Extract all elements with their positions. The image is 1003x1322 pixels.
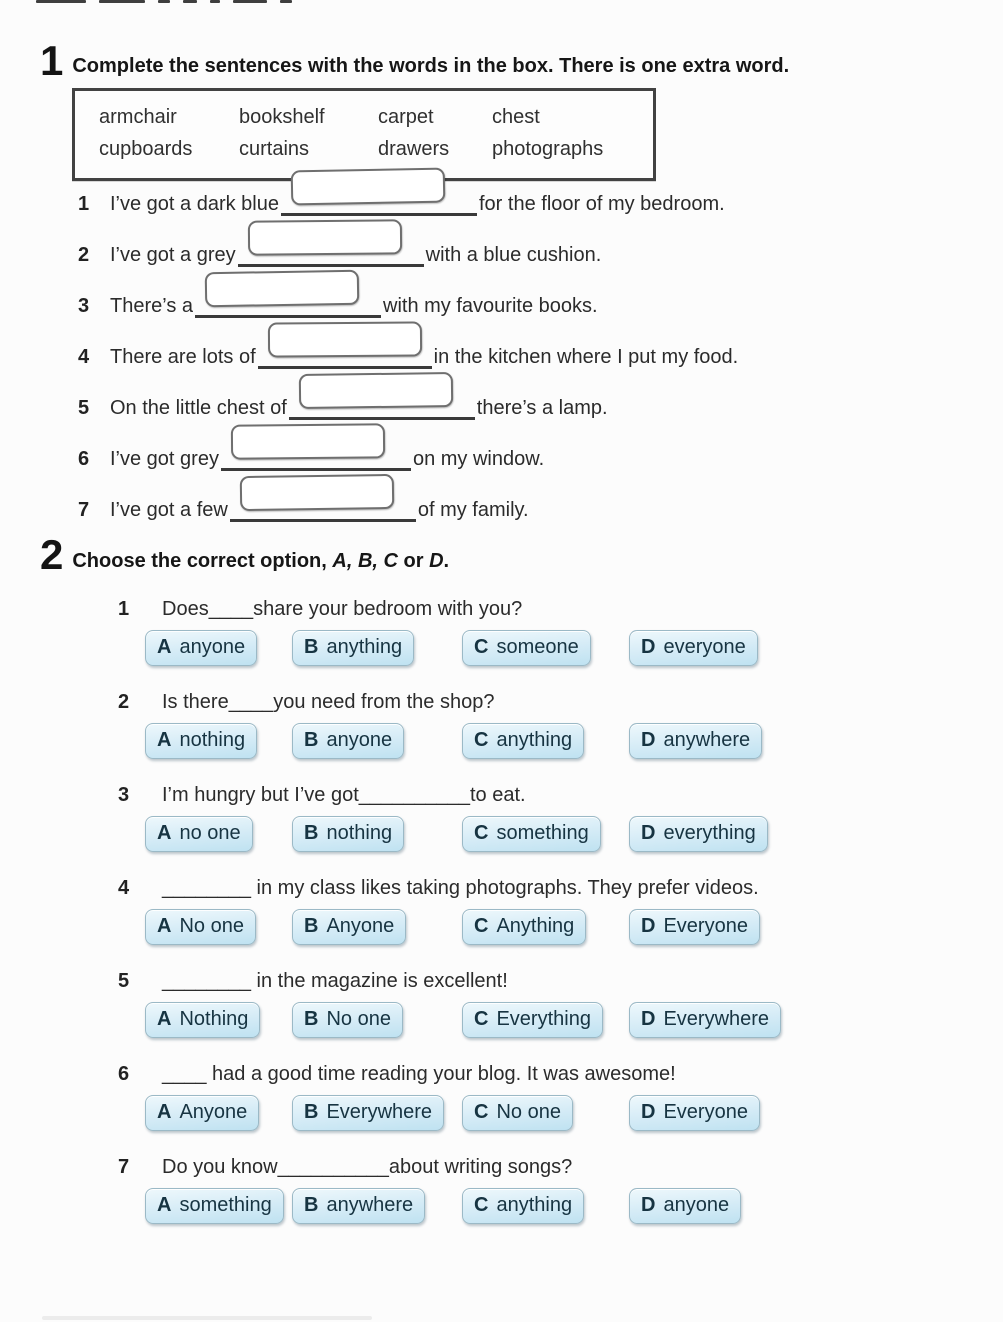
option-letter: B xyxy=(304,821,319,844)
sentence-number: 2 xyxy=(78,244,90,267)
exercise2-section xyxy=(0,531,1003,1223)
option-button[interactable] xyxy=(462,1002,603,1038)
exercise2-header xyxy=(40,531,1003,579)
option-button[interactable] xyxy=(145,723,257,759)
option-button[interactable] xyxy=(292,723,404,759)
sentence-post: on my window. xyxy=(412,448,545,471)
option-word: no one xyxy=(179,821,241,844)
sentence-number: 1 xyxy=(78,193,90,216)
artifact-bar xyxy=(99,0,145,3)
option-word: anyone xyxy=(179,635,246,658)
sentence-row xyxy=(40,267,1003,318)
word-box-word: cupboards xyxy=(99,138,193,161)
option-button[interactable] xyxy=(629,723,762,759)
artifact-bar xyxy=(210,0,220,3)
question-block xyxy=(40,876,1003,945)
option-letter: B xyxy=(304,728,319,751)
option-button[interactable] xyxy=(292,909,406,945)
sentence-post: there’s a lamp. xyxy=(476,397,608,420)
word-box-grid xyxy=(99,106,653,161)
question-number: 2 xyxy=(118,690,130,713)
sentence-number: 3 xyxy=(78,295,90,318)
sentence-number: 5 xyxy=(78,397,90,420)
exercise2-title-end: . xyxy=(443,549,450,572)
question-text: ____ had a good time reading your blog. It was awesome! xyxy=(162,1062,676,1085)
option-letter: D xyxy=(641,1100,656,1123)
option-letter: B xyxy=(304,1100,319,1123)
option-button[interactable] xyxy=(145,1002,260,1038)
option-word: everything xyxy=(663,821,756,844)
sentence-pre: I’ve got a dark blue xyxy=(110,193,279,216)
option-word: No one xyxy=(496,1100,561,1123)
exercise2-questions xyxy=(40,597,1003,1224)
word-box-word: drawers xyxy=(378,138,450,161)
question-text: I’m hungry but I’ve got__________to eat. xyxy=(162,783,526,806)
option-button[interactable] xyxy=(462,1188,584,1224)
question-block xyxy=(40,783,1003,852)
option-letter: C xyxy=(474,728,489,751)
sentence-row xyxy=(40,216,1003,267)
question-text: Do you know__________about writing songs? xyxy=(162,1155,573,1178)
option-letter: A xyxy=(157,728,172,751)
artifact-bar xyxy=(158,0,170,3)
option-word: Anyone xyxy=(179,1100,248,1123)
question-line xyxy=(40,690,1003,714)
sentence-pre: On the little chest of xyxy=(110,397,287,420)
option-button[interactable] xyxy=(145,1095,259,1131)
option-button[interactable] xyxy=(629,1095,760,1131)
option-button[interactable] xyxy=(292,816,404,852)
answer-box[interactable] xyxy=(231,424,385,460)
answer-box[interactable] xyxy=(240,474,394,511)
option-letter: B xyxy=(304,1007,319,1030)
option-button[interactable] xyxy=(145,909,256,945)
artifact-bar xyxy=(36,0,86,3)
question-line xyxy=(40,783,1003,807)
option-word: Everyone xyxy=(663,1100,748,1123)
option-word: No one xyxy=(326,1007,391,1030)
question-block xyxy=(40,597,1003,666)
option-letter: C xyxy=(474,1100,489,1123)
question-number: 7 xyxy=(118,1155,130,1178)
option-word: anywhere xyxy=(326,1193,414,1216)
question-text: ________ in the magazine is excellent! xyxy=(162,969,508,992)
option-word: nothing xyxy=(326,821,393,844)
option-button[interactable] xyxy=(145,630,257,666)
answer-box[interactable] xyxy=(247,220,401,256)
option-button[interactable] xyxy=(292,1095,444,1131)
option-letter: A xyxy=(157,1100,172,1123)
exercise1-title: Complete the sentences with the words in the box. There is one extra word. xyxy=(72,55,790,78)
question-block xyxy=(40,1062,1003,1131)
sentence-post: for the floor of my bedroom. xyxy=(479,193,725,216)
option-word: anyone xyxy=(326,728,393,751)
answer-box[interactable] xyxy=(205,270,360,307)
answer-blank xyxy=(230,493,416,522)
option-letter: B xyxy=(304,635,319,658)
option-letter: C xyxy=(474,635,489,658)
exercise2-title-mid: or xyxy=(397,549,430,572)
sentence-row xyxy=(40,318,1003,369)
options-row xyxy=(145,1095,1003,1131)
word-box-word: photographs xyxy=(492,138,604,161)
option-word: nothing xyxy=(179,728,246,751)
artifact-bar xyxy=(233,0,267,3)
option-button[interactable] xyxy=(462,723,584,759)
sentence-pre: There are lots of xyxy=(110,346,256,369)
question-line xyxy=(40,1062,1003,1086)
option-letter: A xyxy=(157,914,172,937)
exercise1-number: 1 xyxy=(40,37,63,84)
sentence-row xyxy=(40,369,1003,420)
option-word: something xyxy=(179,1193,272,1216)
question-number: 1 xyxy=(118,597,130,620)
answer-blank xyxy=(221,442,411,471)
option-button[interactable] xyxy=(629,1188,741,1224)
options-row xyxy=(145,1002,1003,1038)
answer-box[interactable] xyxy=(299,372,453,409)
sentence-number: 4 xyxy=(78,346,90,369)
option-button[interactable] xyxy=(629,1002,781,1038)
question-number: 6 xyxy=(118,1062,130,1085)
question-number: 3 xyxy=(118,783,130,806)
option-button[interactable] xyxy=(462,909,586,945)
scan-artifact-top xyxy=(36,0,292,4)
options-row xyxy=(145,816,1003,852)
word-box-word: chest xyxy=(492,106,540,129)
exercise2-title-prefix: Choose the correct option, xyxy=(72,549,333,572)
option-word: something xyxy=(496,821,589,844)
option-word: Everywhere xyxy=(663,1007,770,1030)
answer-blank xyxy=(195,289,381,318)
option-letter: D xyxy=(641,1193,656,1216)
answer-blank xyxy=(258,340,432,369)
option-button[interactable] xyxy=(462,816,601,852)
word-box-word: armchair xyxy=(99,106,177,129)
question-line xyxy=(40,597,1003,621)
option-word: everyone xyxy=(663,635,746,658)
option-word: Everywhere xyxy=(326,1100,433,1123)
option-letter: C xyxy=(474,914,489,937)
question-block xyxy=(40,690,1003,759)
sentence-pre: There’s a xyxy=(110,295,194,318)
option-button[interactable] xyxy=(292,630,414,666)
sentence-post: with a blue cushion. xyxy=(425,244,602,267)
option-letter: D xyxy=(641,1007,656,1030)
answer-blank xyxy=(281,187,477,216)
option-word: anyone xyxy=(663,1193,730,1216)
option-word: No one xyxy=(179,914,244,937)
question-line xyxy=(40,876,1003,900)
option-word: anywhere xyxy=(663,728,751,751)
options-row xyxy=(145,909,1003,945)
exercise2-number: 2 xyxy=(40,531,63,579)
option-word: anything xyxy=(326,635,403,658)
artifact-bar xyxy=(280,0,292,3)
sentence-post: with my favourite books. xyxy=(383,295,598,318)
answer-blank xyxy=(289,391,475,420)
option-word: anything xyxy=(496,728,573,751)
option-letter: A xyxy=(157,821,172,844)
option-letter: A xyxy=(157,1007,172,1030)
option-letter: A xyxy=(157,635,172,658)
option-letter: B xyxy=(304,914,319,937)
sentence-row xyxy=(40,165,1003,216)
option-button[interactable] xyxy=(629,630,758,666)
question-text: Is there____you need from the shop? xyxy=(162,690,495,713)
exercise2-title xyxy=(72,550,449,573)
option-button[interactable] xyxy=(145,816,253,852)
word-box-word: carpet xyxy=(378,106,434,129)
option-word: anything xyxy=(496,1193,573,1216)
artifact-bar xyxy=(183,0,197,3)
option-letter: B xyxy=(304,1193,319,1216)
option-button[interactable] xyxy=(145,1188,284,1224)
question-text: ________ in my class likes taking photographs. They prefer videos. xyxy=(162,876,759,899)
word-box-word: curtains xyxy=(239,138,310,161)
sentence-number: 6 xyxy=(78,448,90,471)
sentence-pre: I’ve got grey xyxy=(110,448,219,471)
answer-blank xyxy=(238,238,424,267)
option-letter: D xyxy=(641,821,656,844)
question-text: Does____share your bedroom with you? xyxy=(162,597,523,620)
options-row xyxy=(145,1188,1003,1224)
sentence-pre: I’ve got a grey xyxy=(110,244,236,267)
word-box-word: bookshelf xyxy=(239,106,325,129)
option-letter: A xyxy=(157,1193,172,1216)
exercise1-header xyxy=(40,37,1003,84)
sentence-row xyxy=(40,420,1003,471)
question-number: 5 xyxy=(118,969,130,992)
question-block xyxy=(40,969,1003,1038)
option-letter: D xyxy=(641,914,656,937)
option-word: Anyone xyxy=(326,914,395,937)
exercise1-sentences xyxy=(40,165,1003,522)
option-button[interactable] xyxy=(629,816,768,852)
option-letter: D xyxy=(641,635,656,658)
sentence-row xyxy=(40,471,1003,522)
question-line xyxy=(40,969,1003,993)
answer-box[interactable] xyxy=(268,322,422,358)
answer-box[interactable] xyxy=(291,168,446,206)
option-word: Everyone xyxy=(663,914,748,937)
option-word: Anything xyxy=(496,914,575,937)
options-row xyxy=(145,723,1003,759)
option-word: Nothing xyxy=(179,1007,249,1030)
question-number: 4 xyxy=(118,876,130,899)
exercise2-title-italic: A, B, C xyxy=(332,549,398,572)
option-letter: C xyxy=(474,821,489,844)
option-word: someone xyxy=(496,635,579,658)
option-letter: C xyxy=(474,1007,489,1030)
question-line xyxy=(40,1155,1003,1179)
exercise1-section xyxy=(0,37,1003,522)
option-letter: D xyxy=(641,728,656,751)
sentence-number: 7 xyxy=(78,499,90,522)
sentence-post: in the kitchen where I put my food. xyxy=(433,346,739,369)
option-button[interactable] xyxy=(629,909,760,945)
option-button[interactable] xyxy=(462,630,591,666)
option-word: Everything xyxy=(496,1007,591,1030)
option-button[interactable] xyxy=(292,1002,403,1038)
options-row xyxy=(145,630,1003,666)
question-block xyxy=(40,1155,1003,1224)
sentence-pre: I’ve got a few xyxy=(110,499,228,522)
option-button[interactable] xyxy=(292,1188,425,1224)
option-button[interactable] xyxy=(462,1095,573,1131)
option-letter: C xyxy=(474,1193,489,1216)
sentence-post: of my family. xyxy=(417,499,529,522)
exercise2-title-italic2: D xyxy=(429,549,444,572)
scan-artifact-bottom xyxy=(42,1316,372,1320)
